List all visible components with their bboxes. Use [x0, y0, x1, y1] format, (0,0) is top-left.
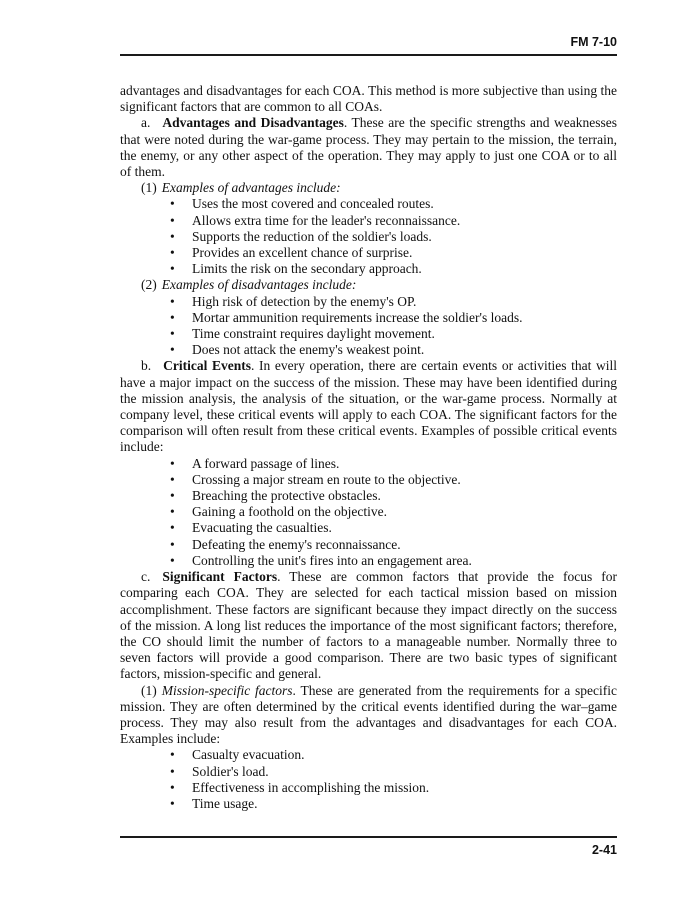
paragraph-text: . In every operation, there are certain events or activities that will have a major impact on the success of the mission. These may have been identified during the mission analysis, the analysis of the situation, or the war-game process. Normally at company level, these critical events will apply to each COA. The significant factors for the comparison will often result from these critical events. Examples of possible critical events include: — [120, 358, 617, 455]
continuation-paragraph — [120, 83, 617, 115]
list-item: • Provides an excellent chance of surprise. — [192, 245, 617, 261]
page-number: 2-41 — [591, 843, 617, 857]
paragraph-text: advantages and disadvantages for each COA. This method is more subjective than using the significant factors that are common to all COAs. — [120, 83, 617, 115]
page-footer — [120, 836, 617, 857]
list-item: • Does not attack the enemy's weakest point. — [192, 342, 617, 358]
list-item: • Breaching the protective obstacles. — [192, 488, 617, 504]
list-item: • Supports the reduction of the soldier's loads. — [192, 229, 617, 245]
list-item: • Limits the risk on the secondary approach. — [192, 261, 617, 277]
paragraph-c — [120, 569, 617, 682]
paragraph-label: (1) — [141, 682, 157, 698]
list-item: • Uses the most covered and concealed routes. — [192, 196, 617, 212]
paragraph-title: Significant Factors — [162, 569, 278, 585]
list-item: • Evacuating the casualties. — [192, 520, 617, 536]
paragraph-title: Mission-specific factors — [161, 682, 293, 698]
list-item: • Controlling the unit's fires into an engagement area. — [192, 553, 617, 569]
disadvantages-list-heading — [120, 277, 617, 293]
list-heading-text: Examples of advantages include: — [161, 180, 341, 196]
paragraph-a — [120, 115, 617, 180]
list-item: • Casualty evacuation. — [192, 747, 617, 763]
paragraph-label: a. — [141, 115, 151, 131]
list-item: • Soldier's load. — [192, 764, 617, 780]
paragraph-label: b. — [141, 358, 152, 374]
list-item: • Mortar ammunition requirements increase the soldier's loads. — [192, 310, 617, 326]
list-item: • Effectiveness in accomplishing the mission. — [192, 780, 617, 796]
paragraph-text: . These are the specific strengths and weaknesses that were noted during the war-game process. They may pertain to the mission, the terrain, the enemy, or any other aspect of the operation. They may apply to just one COA or to all of them. — [120, 115, 617, 180]
list-item: • Time constraint requires daylight movement. — [192, 326, 617, 342]
list-heading-text: Examples of disadvantages include: — [161, 277, 357, 293]
list-label: (2) — [141, 277, 157, 293]
paragraph-title: Advantages and Disadvantages — [162, 115, 344, 131]
list-item: • Gaining a foothold on the objective. — [192, 504, 617, 520]
list-item: • Crossing a major stream en route to the objective. — [192, 472, 617, 488]
mission-specific-factors-list — [120, 747, 617, 812]
disadvantages-list — [120, 294, 617, 359]
doc-code: FM 7-10 — [570, 35, 617, 49]
paragraph-text: . These are generated from the requirements for a specific mission. They are often determined by the critical events identified during the war–game process. They may also result from the advantages and disadvantages for each COA. Examples include: — [120, 682, 618, 747]
paragraph-text: . These are common factors that provide the focus for comparing each COA. They are selected for each tactical mission based on mission accomplishment. These factors are significant because they impact directly on the success of the mission. A long list reduces the importance of the most significant factors; therefore, the CO should limit the number of factors to a manageable number. Normally three to seven factors will provide a good comparison. There are two basic types of significant factors, mission-specific and general. — [120, 569, 617, 682]
page-header — [120, 35, 617, 56]
paragraph-label: c. — [141, 569, 151, 585]
list-item: • Allows extra time for the leader's reconnaissance. — [192, 213, 617, 229]
advantages-list — [120, 196, 617, 277]
list-item: • A forward passage of lines. — [192, 456, 617, 472]
paragraph-b — [120, 358, 617, 455]
paragraph-title: Critical Events — [163, 358, 252, 374]
critical-events-list — [120, 456, 617, 569]
list-item: • Defeating the enemy's reconnaissance. — [192, 537, 617, 553]
page-body — [120, 83, 617, 812]
list-label: (1) — [141, 180, 157, 196]
advantages-list-heading — [120, 180, 617, 196]
list-item: • Time usage. — [192, 796, 617, 812]
list-item: • High risk of detection by the enemy's OP. — [192, 294, 617, 310]
paragraph-1-mission-specific — [120, 683, 617, 748]
